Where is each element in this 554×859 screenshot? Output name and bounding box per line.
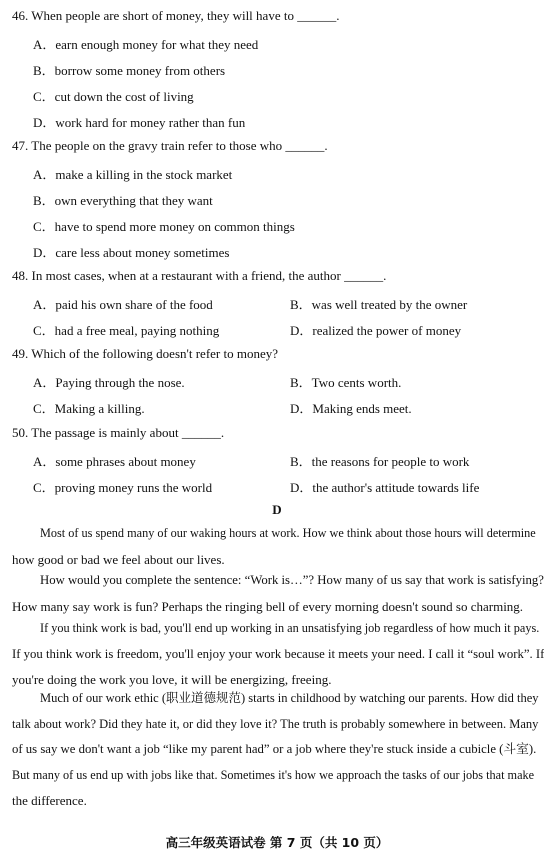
question-47-option-a: A．make a killing in the stock market [33,167,233,182]
passage-line: Most of us spend many of our waking hours at work. How we think about those hours will determine [40,526,536,540]
passage-line: you're doing the work you love, it will be energizing, freeing. [12,672,332,687]
question-48-option-d: D．realized the power of money [290,323,462,338]
passage-line: how good or bad we feel about our lives. [12,551,225,567]
question-48-option-b: B．was well treated by the owner [290,297,468,312]
passage-line: talk about work? Did they hate it, or did they love it? The truth is probably somewhere in between. Many [12,716,539,731]
passage-line: How would you complete the sentence: “Work is…”? How many of us say that work is satisfying? [40,573,544,587]
passage-paragraph-1 [12,521,544,572]
passage-paragraph-3 [12,616,544,693]
question-47-option-c: C．have to spend more money on common things [33,219,295,234]
page-footer: 高三年级英语试卷 第 7 页（共 10 页） [165,835,389,850]
question-49-option-b: B．Two cents worth. [290,375,402,390]
section-heading: D [272,502,282,517]
question-48-option-a: A．paid his own share of the food [33,297,213,312]
question-46-option-a: A．earn enough money for what they need [33,37,259,52]
passage-line: Much of our work ethic (职业道德规范) starts in childhood by watching our parents. How did they [40,691,539,705]
passage-paragraph-2 [12,568,544,619]
question-49-option-a: A．Paying through the nose. [33,375,185,390]
question-47-option-d: D．care less about money sometimes [33,245,230,260]
question-50-option-a: A．some phrases about money [33,454,196,469]
passage-line: If you think work is bad, you'll end up working in an unsatisfying job regardless of how much it pays. [40,621,540,635]
question-47-option-b: B．own everything that they want [33,193,213,208]
question-46-stem: 46. When people are short of money, they will have to ______. [12,8,340,23]
passage-line: But many of us end up with jobs like that. Sometimes it's how we approach the tasks of our jobs that make [12,767,535,782]
question-50-option-d: D．the author's attitude towards life [290,480,480,495]
question-49-option-c: C．Making a killing. [33,401,145,416]
question-49-option-d: D．Making ends meet. [290,401,412,416]
question-46-option-c: C．cut down the cost of living [33,89,194,104]
question-48-option-c: C．had a free meal, paying nothing [33,323,220,338]
question-46-option-d: D．work hard for money rather than fun [33,115,246,130]
question-49-stem: 49. Which of the following doesn't refer to money? [12,346,279,361]
passage-line: of us say we don't want a job “like my parent had” or a job where they're stuck inside a cubicle (斗室). [12,742,537,756]
question-50-option-c: C．proving money runs the world [33,480,213,495]
question-48-stem: 48. In most cases, when at a restaurant with a friend, the author ______. [12,268,387,283]
question-47-stem: 47. The people on the gravy train refer to those who ______. [12,138,328,153]
passage-line: If you think work is freedom, you'll enjoy your work because it meets your need. I call it “soul work”. If [12,646,544,661]
question-46-option-b: B．borrow some money from others [33,63,226,78]
question-50-stem: 50. The passage is mainly about ______. [12,425,225,440]
passage-line: How many say work is fun? Perhaps the ringing bell of every morning doesn't sound so charming. [12,598,524,614]
passage-line: the difference. [12,793,87,808]
passage-paragraph-4 [12,686,544,814]
question-50-option-b: B．the reasons for people to work [290,454,470,469]
